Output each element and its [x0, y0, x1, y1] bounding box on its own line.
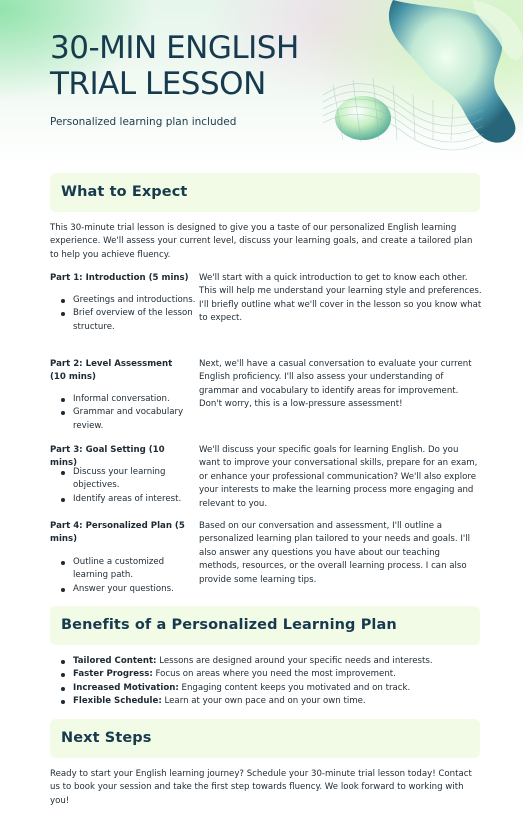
section-header-next-steps	[50, 719, 480, 758]
list-item: Outline a customized learning path.	[50, 556, 198, 583]
part-3-description: We'll discuss your specific goals for learning English. Do you want to improve your conversational skills, prepare for an exam, or enhance your professional communication? We'll also explore your interests to make the learning process more engaging and relevant to you.	[199, 445, 478, 509]
next-steps-paragraph: Ready to start your English learning journey? Schedule your 30-minute trial lesson today! Contact us to book your session and take the first step towards fluency. We look forward to working with you!	[50, 769, 472, 806]
part-1-bullets	[50, 294, 198, 334]
page-subtitle: Personalized learning plan included	[50, 116, 237, 128]
list-item	[50, 695, 480, 708]
part-2-title: Part 2: Level Assessment (10 mins)	[50, 359, 173, 383]
list-item: Discuss your learning objectives.	[50, 466, 198, 493]
part-4-description: Based on our conversation and assessment, I'll outline a personalized learning plan tailored to your needs and goals. I'll also answer any questions you have about our teaching methods, resources, or the overall learning process. I can also provide some learning tips.	[199, 521, 471, 585]
section-heading: What to Expect	[61, 184, 188, 200]
benefit-text: Lessons are designed around your specific needs and interests.	[159, 656, 433, 666]
benefit-text: Focus on areas where you need the most improvement.	[155, 669, 396, 680]
section-heading: Next Steps	[61, 730, 152, 746]
list-item	[50, 655, 480, 668]
section-heading: Benefits of a Personalized Learning Plan	[61, 617, 397, 633]
list-item: Identify areas of interest.	[50, 493, 198, 506]
part-1-title: Part 1: Introduction (5 mins)	[50, 273, 189, 283]
benefit-label: Tailored Content:	[73, 656, 157, 666]
part-3-bullets	[50, 466, 198, 506]
part-1-description: We'll start with a quick introduction to get to know each other. This will help me understand your learning style and preferences. I'll briefly outline what we'll cover in the lesson so you know what to expect.	[199, 273, 482, 324]
section-header-what-to-expect	[50, 173, 480, 212]
section-header-benefits	[50, 606, 480, 645]
list-item: Brief overview of the lesson structure.	[50, 307, 198, 334]
part-3-title: Part 3: Goal Setting (10 mins)	[50, 445, 165, 469]
benefit-label: Increased Motivation:	[73, 682, 179, 693]
benefit-text: Learn at your own pace and on your own time.	[164, 696, 366, 707]
list-item	[50, 668, 480, 681]
benefit-label: Faster Progress:	[73, 669, 153, 680]
list-item: Greetings and introductions.	[50, 294, 198, 307]
part-2-bullets	[50, 393, 198, 433]
part-2-description: Next, we'll have a casual conversation to evaluate your current English proficiency. I'll also assess your understanding of grammar and vocabulary to identify areas for improvement. Don't worry, this is a low-pressure assessment!	[199, 359, 472, 410]
list-item: Informal conversation.	[50, 393, 198, 406]
hero-banner	[0, 0, 523, 165]
list-item: Answer your questions.	[50, 583, 198, 596]
part-4-title: Part 4: Personalized Plan (5 mins)	[50, 521, 185, 545]
benefit-text: Engaging content keeps you motivated and on track.	[181, 682, 411, 693]
intro-paragraph: This 30-minute trial lesson is designed to give you a taste of our personalized English learning experience. We'll assess your current level, discuss your learning goals, and create a tailored plan to help you achieve fluency.	[50, 223, 473, 260]
list-item: Grammar and vocabulary review.	[50, 406, 198, 433]
benefit-label: Flexible Schedule:	[73, 696, 162, 707]
part-4-bullets	[50, 556, 198, 596]
page-title: 30-MIN ENGLISH TRIAL LESSON	[50, 30, 299, 102]
benefits-list	[50, 655, 480, 709]
list-item	[50, 682, 480, 695]
